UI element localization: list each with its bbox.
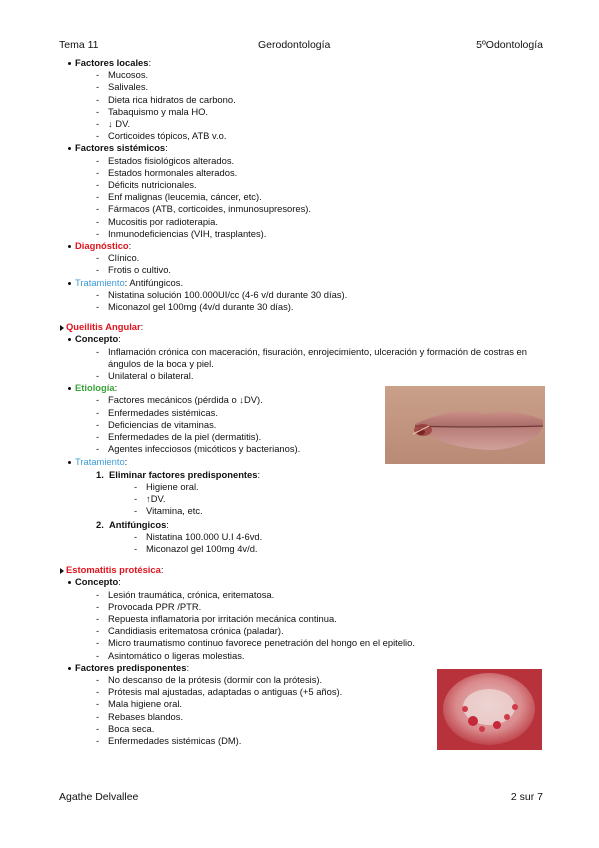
list-item: - Deficiencias de vitaminas. bbox=[94, 419, 550, 431]
estomatitis-concepto: Concepto: - Lesión traumática, crónica, eritematosa. - Provocada PPR /PTR. - Repuesta inflamatoria por irritación mecánica continua. - Candidiasis eritematosa crónica (paladar). - Micro traumatismo continuo favorece penetración del hongo en el epitelio. - Asintomático o ligeras molestias. bbox=[60, 576, 550, 661]
list-item: - Frotis o cultivo. bbox=[94, 264, 550, 276]
list-item: - Enf malignas (leucemia, cáncer, etc). bbox=[94, 191, 550, 203]
header-course: 5ºOdontología bbox=[476, 39, 543, 51]
list-item: - Estados fisiológicos alterados. bbox=[94, 155, 550, 167]
header-subject: Gerodontología bbox=[258, 39, 331, 51]
list-item: - Enfermedades sistémicas. bbox=[94, 407, 550, 419]
step-1-list bbox=[109, 481, 550, 518]
list-item: - Salivales. bbox=[94, 81, 550, 93]
list-item: - Tabaquismo y mala HO. bbox=[94, 106, 550, 118]
estomatitis-predisponentes: Factores predisponentes: - No descanso de la prótesis (dormir con la prótesis). - Prótesis mal ajustadas, adaptadas o antiguas (+5 años). - Mala higiene oral. - Rebases blandos. - Boca seca. - Enfermedades sistémicas (DM). bbox=[60, 662, 550, 747]
list-item: - Micro traumatismo continuo favorece penetración del hongo en el epitelio. bbox=[94, 637, 550, 649]
tratamiento-candidiasis: Tratamiento: Antifúngicos. - Nistatina solución 100.000UI/cc (4-6 v/d durante 30 días). - Miconazol gel 100mg (4v/d durante 30 días). bbox=[60, 277, 550, 314]
list-item: - Prótesis mal ajustadas, adaptadas o antiguas (+5 años). bbox=[94, 686, 550, 698]
list-item: - Inmunodeficiencias (VIH, trasplantes). bbox=[94, 228, 550, 240]
queilitis-photo bbox=[385, 386, 545, 464]
list-item: - Mala higiene oral. bbox=[94, 698, 550, 710]
list-item: - Candidiasis eritematosa crónica (paladar). bbox=[94, 625, 550, 637]
list-item: - Provocada PPR /PTR. bbox=[94, 601, 550, 613]
list-item: - Lesión traumática, crónica, eritematosa. bbox=[94, 589, 550, 601]
list-item: - Miconazol gel 100mg (4v/d durante 30 días). bbox=[94, 301, 550, 313]
factores-sistemicos: Factores sistémicos: - Estados fisiológicos alterados. - Estados hormonales alterados. - Déficits nutricionales. - Enf malignas (leucemia, cáncer, etc). - Fármacos (ATB, corticoides, inmunosupresores). - Mucositis por radioterapia. - Inmunodeficiencias (VIH, trasplantes). bbox=[60, 142, 550, 240]
list-item: - Dieta rica hidratos de carbono. bbox=[94, 94, 550, 106]
header-topic: Tema 11 bbox=[59, 39, 99, 51]
list-item: - ↓ DV. bbox=[94, 118, 550, 130]
queilitis-concepto: Concepto: - Inflamación crónica con maceración, fisuración, enrojecimiento, ulceración y formación de costras en ángulos de la boca y piel. - Unilateral o bilateral. bbox=[60, 333, 550, 382]
list-item: - Nistatina 100.000 U.I 4-6vd. bbox=[132, 531, 550, 543]
list-item: - Inflamación crónica con maceración, fisuración, enrojecimiento, ulceración y formación de costras en ángulos de la boca y piel. bbox=[94, 346, 550, 370]
list-item: - Fármacos (ATB, corticoides, inmunosupresores). bbox=[94, 203, 550, 215]
list-item: - Rebases blandos. bbox=[94, 711, 550, 723]
list-item: - Estados hormonales alterados. bbox=[94, 167, 550, 179]
list-item: - Enfermedades sistémicas (DM). bbox=[94, 735, 550, 747]
tratamiento-candidiasis-list bbox=[75, 289, 550, 313]
list-item: - Corticoides tópicos, ATB v.o. bbox=[94, 130, 550, 142]
factores-sistemicos-list bbox=[75, 155, 550, 240]
footer-page-number: 2 sur 7 bbox=[510, 791, 543, 803]
step-2-list bbox=[109, 531, 550, 555]
tratamiento-step-1: 1. Eliminar factores predisponentes: - Higiene oral. - ↑DV. - Vitamina, etc. bbox=[75, 469, 550, 518]
estomatitis-concepto-list bbox=[75, 589, 550, 662]
list-item: - Déficits nutricionales. bbox=[94, 179, 550, 191]
list-item: - Repuesta inflamatoria por irritación mecánica continua. bbox=[94, 613, 550, 625]
factores-locales-list bbox=[75, 69, 550, 142]
candidiasis-continuation bbox=[60, 57, 550, 313]
list-item: - Mucositis por radioterapia. bbox=[94, 216, 550, 228]
list-item: - Mucosos. bbox=[94, 69, 550, 81]
list-item: - Unilateral o bilateral. bbox=[94, 370, 550, 382]
tratamiento-step-2: 2. Antifúngicos: - Nistatina 100.000 U.I 4-6vd. - Miconazol gel 100mg 4v/d. bbox=[75, 519, 550, 556]
factores-locales: Factores locales: - Mucosos. - Salivales. - Dieta rica hidratos de carbono. - Tabaquismo y mala HO. - ↓ DV. - Corticoides tópicos, ATB v.o. bbox=[60, 57, 550, 142]
list-item: - ↑DV. bbox=[132, 493, 550, 505]
list-item: - Boca seca. bbox=[94, 723, 550, 735]
list-item: - Agentes infecciosos (micóticos y bacterianos). bbox=[94, 443, 550, 455]
list-item: - Miconazol gel 100mg 4v/d. bbox=[132, 543, 550, 555]
queilitis-concepto-list bbox=[75, 346, 550, 383]
list-item: - Vitamina, etc. bbox=[132, 505, 550, 517]
list-item: - Enfermedades de la piel (dermatitis). bbox=[94, 431, 550, 443]
queilitis-title: Queilitis Angular: bbox=[60, 321, 550, 333]
list-item: - Nistatina solución 100.000UI/cc (4-6 v/d durante 30 días). bbox=[94, 289, 550, 301]
list-item: - No descanso de la prótesis (dormir con la prótesis). bbox=[94, 674, 550, 686]
list-item: - Factores mecánicos (pérdida o ↓DV). bbox=[94, 394, 550, 406]
diagnostico-list bbox=[75, 252, 550, 276]
list-item: - Higiene oral. bbox=[132, 481, 550, 493]
estomatitis-title: Estomatitis protésica: bbox=[60, 564, 550, 576]
diagnostico: Diagnóstico: - Clínico. - Frotis o cultivo. bbox=[60, 240, 550, 277]
estomatitis-photo bbox=[437, 669, 542, 750]
queilitis-tratamiento: Tratamiento: 1. Eliminar factores predisponentes: - Higiene oral. - ↑DV. - Vitamina, etc. 2. Antifúngicos: - Nistatina 100.000 U.I 4-6vd. - Miconazol gel 100mg 4v/d. bbox=[60, 456, 550, 556]
queilitis-etiologia: Etiología: - Factores mecánicos (pérdida o ↓DV). - Enfermedades sistémicas. - Deficiencias de vitaminas. - Enfermedades de la piel (dermatitis). - Agentes infecciosos (micóticos y bacterianos). bbox=[60, 382, 550, 455]
footer-author: Agathe Delvallee bbox=[59, 791, 139, 803]
list-item: - Asintomático o ligeras molestias. bbox=[94, 650, 550, 662]
list-item: - Clínico. bbox=[94, 252, 550, 264]
